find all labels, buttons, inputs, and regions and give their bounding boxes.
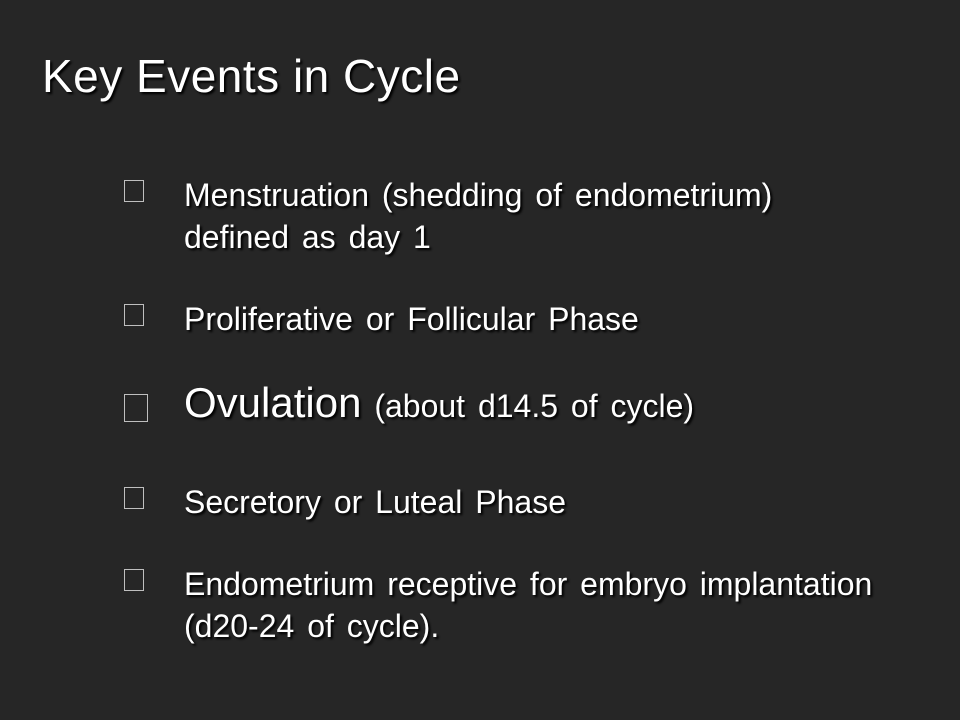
square-bullet-icon (124, 180, 144, 202)
bullet-item-secretory-phase (124, 481, 904, 523)
bullet-item-menstruation (124, 174, 904, 258)
ovulation-emphasis: Ovulation (184, 379, 362, 426)
bullet-text: Endometrium receptive for embryo implantation (d20-24 of cycle). (184, 566, 873, 644)
square-bullet-icon (124, 304, 144, 326)
bullet-text: Proliferative or Follicular Phase (184, 301, 639, 337)
slide-title: Key Events in Cycle (42, 50, 461, 102)
bullet-text: Secretory or Luteal Phase (184, 484, 566, 520)
bullet-text: Menstruation (shedding of endometrium) defined as day 1 (184, 177, 773, 255)
square-bullet-icon (124, 569, 144, 591)
ovulation-detail: (about d14.5 of cycle) (361, 388, 695, 424)
square-bullet-icon (124, 394, 148, 422)
bullet-item-proliferative-phase (124, 298, 904, 340)
bullet-text (184, 379, 884, 427)
bullet-item-endometrium-receptive (124, 563, 904, 647)
square-bullet-icon (124, 487, 144, 509)
bullet-item-ovulation (124, 379, 904, 427)
